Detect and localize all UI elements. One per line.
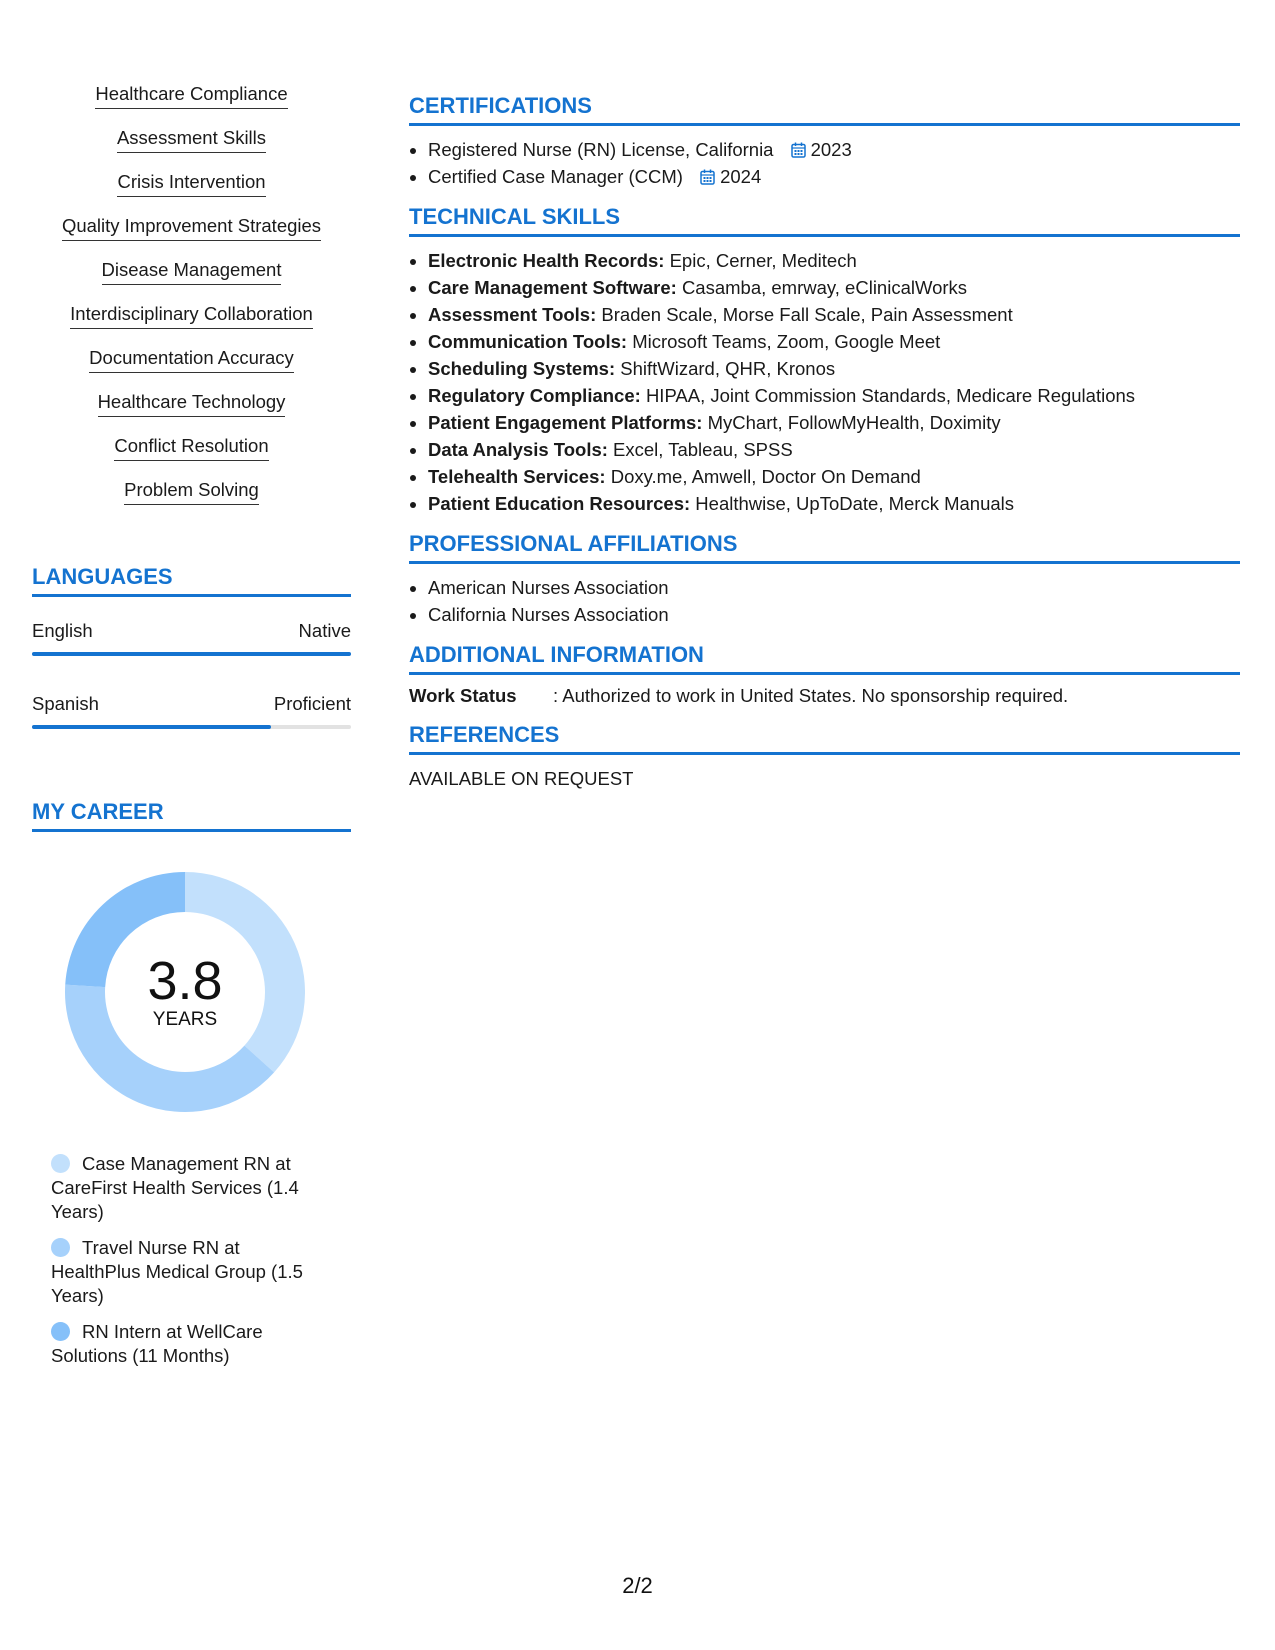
tech-skill-item [428,328,1240,355]
tech-skill-value: Epic, Cerner, Meditech [669,250,857,271]
skill-item: Healthcare Technology [98,390,286,417]
certifications-section [409,92,1240,190]
skill-item: Interdisciplinary Collaboration [70,302,313,329]
additional-info-section [409,641,1240,708]
legend-dot [51,1322,70,1341]
certifications-heading: CERTIFICATIONS [409,92,1240,126]
tech-skill-item [428,436,1240,463]
tech-skill-label: Data Analysis Tools: [428,439,608,460]
career-heading: MY CAREER [32,798,351,832]
additional-info-heading: ADDITIONAL INFORMATION [409,641,1240,675]
career-total-years: 3.8 [147,951,223,1011]
skill-item: Healthcare Compliance [95,82,287,109]
tech-skill-label: Care Management Software: [428,277,677,298]
language-level: Proficient [273,693,351,714]
tech-skill-value: Braden Scale, Morse Fall Scale, Pain Assessment [601,304,1013,325]
tech-skill-label: Communication Tools: [428,331,628,352]
references-text: AVAILABLE ON REQUEST [409,768,634,789]
affiliations-section [409,530,1240,628]
language-proficiency-bar [32,652,351,656]
references-heading: REFERENCES [409,721,1240,755]
skill-item: Conflict Resolution [114,434,268,461]
tech-skill-value: ShiftWizard, QHR, Kronos [620,358,836,379]
calendar-icon [700,169,715,185]
career-legend [51,1152,311,1368]
career-donut-chart [65,872,305,1112]
tech-skill-value: Healthwise, UpToDate, Merck Manuals [695,493,1015,514]
right-column [409,92,1240,804]
legend-dot [51,1154,70,1173]
languages-heading: LANGUAGES [32,563,351,597]
references-section [409,721,1240,791]
language-name: Spanish [32,693,99,714]
skills-list [32,82,351,522]
tech-skill-label: Telehealth Services: [428,466,606,487]
tech-skill-item [428,463,1240,490]
legend-label: Case Management RN at CareFirst Health Services (1.4 Years) [51,1153,299,1222]
career-total-unit: YEARS [152,1009,218,1030]
tech-skill-value: HIPAA, Joint Commission Standards, Medicare Regulations [645,385,1136,406]
tech-skill-item [428,355,1240,382]
tech-skill-item [428,382,1240,409]
tech-skill-item [428,247,1240,274]
calendar-icon [791,142,806,158]
tech-skill-label: Scheduling Systems: [428,358,616,379]
tech-skill-item [428,301,1240,328]
technical-skills-section [409,203,1240,517]
certification-item [428,163,1240,190]
certification-name: Certified Case Manager (CCM) [428,166,683,187]
page-number: 2/2 [622,1573,653,1598]
legend-label: Travel Nurse RN at HealthPlus Medical Group (1.5 Years) [51,1237,303,1306]
work-status-value: : Authorized to work in United States. No sponsorship required. [553,685,1069,706]
affiliation-item: • American Nurses Association [428,574,1240,601]
certification-year: 2023 [810,139,852,160]
skill-item: Problem Solving [124,478,259,505]
tech-skill-label: Patient Engagement Platforms: [428,412,703,433]
legend-item [51,1236,311,1308]
tech-skill-value: MyChart, FollowMyHealth, Doximity [707,412,1001,433]
legend-item [51,1320,311,1368]
tech-skill-item [428,490,1240,517]
tech-skill-label: Regulatory Compliance: [428,385,641,406]
work-status-label: Work Status [409,685,517,706]
skill-item: Crisis Intervention [117,170,265,197]
legend-label: RN Intern at WellCare Solutions (11 Months) [51,1321,263,1366]
affiliation-item: • California Nurses Association [428,601,1240,628]
language-spanish [32,692,351,729]
certification-item [428,136,1240,163]
tech-skill-item [428,274,1240,301]
certification-name: Registered Nurse (RN) License, California [428,139,774,160]
skill-item: Disease Management [102,258,282,285]
legend-item [51,1152,311,1224]
tech-skill-label: Assessment Tools: [428,304,597,325]
language-proficiency-bar [32,725,351,729]
tech-skill-item [428,409,1240,436]
language-name: English [32,620,93,641]
legend-dot [51,1238,70,1257]
skill-item: Assessment Skills [117,126,266,153]
affiliations-heading: PROFESSIONAL AFFILIATIONS [409,530,1240,564]
tech-skill-value: Doxy.me, Amwell, Doctor On Demand [610,466,921,487]
language-proficiency-fill [32,725,271,729]
technical-skills-heading: TECHNICAL SKILLS [409,203,1240,237]
tech-skill-value: Microsoft Teams, Zoom, Google Meet [632,331,941,352]
language-english [32,619,351,656]
tech-skill-label: Patient Education Resources: [428,493,691,514]
left-column [32,82,351,1380]
skill-item: Quality Improvement Strategies [62,214,321,241]
skill-item: Documentation Accuracy [89,346,294,373]
language-level: Native [298,620,351,641]
tech-skill-value: Casamba, emrway, eClinicalWorks [681,277,968,298]
tech-skill-value: Excel, Tableau, SPSS [613,439,793,460]
tech-skill-label: Electronic Health Records: [428,250,665,271]
language-proficiency-fill [32,652,351,656]
certification-year: 2024 [720,166,762,187]
